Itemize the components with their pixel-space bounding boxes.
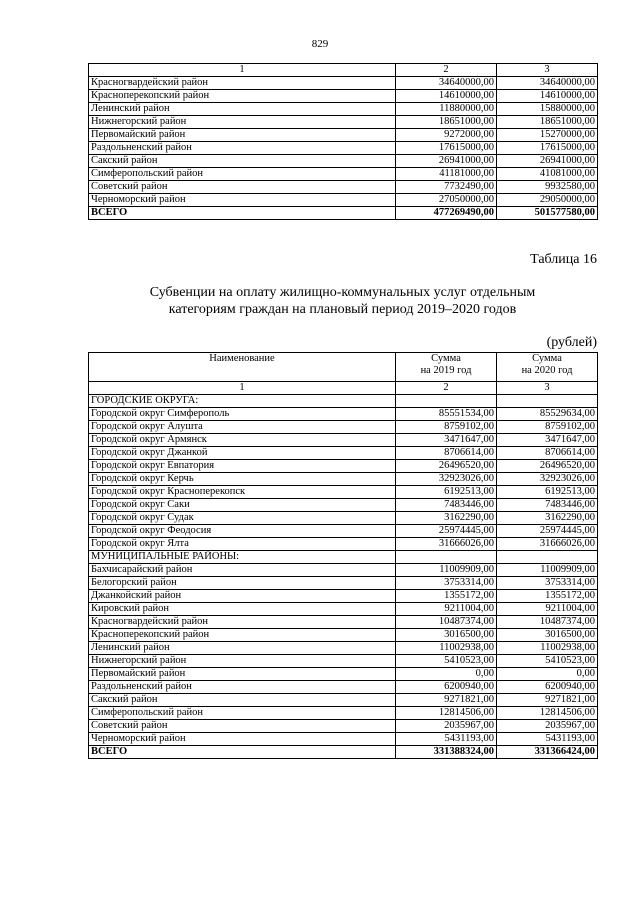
row-amount-2020: 6200940,00 bbox=[497, 681, 598, 694]
row-name: Городской округ Красноперекопск bbox=[89, 486, 396, 499]
row-amount-2019: 6192513,00 bbox=[396, 486, 497, 499]
table-row bbox=[89, 733, 598, 746]
row-amount-2019: 1355172,00 bbox=[396, 590, 497, 603]
row-amount-2020: 29050000,00 bbox=[497, 194, 598, 207]
row-amount-2019: 9211004,00 bbox=[396, 603, 497, 616]
row-name: Городской округ Армянск bbox=[89, 434, 396, 447]
row-name: Бахчисарайский район bbox=[89, 564, 396, 577]
row-name: Советский район bbox=[89, 181, 396, 194]
row-amount-2020: 1355172,00 bbox=[497, 590, 598, 603]
column-index: 3 bbox=[497, 382, 598, 395]
total-2019: 477269490,00 bbox=[396, 207, 497, 220]
row-amount-2020: 31666026,00 bbox=[497, 538, 598, 551]
empty-cell bbox=[497, 551, 598, 564]
row-amount-2020: 2035967,00 bbox=[497, 720, 598, 733]
row-amount-2019: 8706614,00 bbox=[396, 447, 497, 460]
row-name: Джанкойский район bbox=[89, 590, 396, 603]
header-2019-line2: на 2019 год bbox=[420, 365, 472, 376]
row-amount-2019: 11009909,00 bbox=[396, 564, 497, 577]
section-row-urban bbox=[89, 395, 598, 408]
table-row bbox=[89, 616, 598, 629]
row-amount-2019: 17615000,00 bbox=[396, 142, 497, 155]
table-row bbox=[89, 194, 598, 207]
urban-districts-body bbox=[89, 408, 598, 551]
row-amount-2019: 26941000,00 bbox=[396, 155, 497, 168]
row-amount-2020: 15270000,00 bbox=[497, 129, 598, 142]
total-2019: 331388324,00 bbox=[396, 746, 497, 759]
row-name: Ленинский район bbox=[89, 642, 396, 655]
row-name: Городской округ Алушта bbox=[89, 421, 396, 434]
row-name: Сакский район bbox=[89, 155, 396, 168]
row-amount-2019: 10487374,00 bbox=[396, 616, 497, 629]
row-name: Нижнегорский район bbox=[89, 655, 396, 668]
table-row bbox=[89, 168, 598, 181]
row-amount-2020: 3162290,00 bbox=[497, 512, 598, 525]
row-name: Первомайский район bbox=[89, 668, 396, 681]
table-row bbox=[89, 473, 598, 486]
row-name: Кировский район bbox=[89, 603, 396, 616]
row-amount-2020: 85529634,00 bbox=[497, 408, 598, 421]
total-label: ВСЕГО bbox=[89, 207, 396, 220]
row-amount-2019: 5431193,00 bbox=[396, 733, 497, 746]
column-index-row bbox=[89, 64, 598, 77]
row-amount-2019: 11880000,00 bbox=[396, 103, 497, 116]
row-amount-2020: 8759102,00 bbox=[497, 421, 598, 434]
page-number: 829 bbox=[311, 38, 329, 50]
table-title-line: Субвенции на оплату жилищно-коммунальных услуг отдельным bbox=[149, 285, 536, 300]
row-amount-2019: 3753314,00 bbox=[396, 577, 497, 590]
table-row bbox=[89, 460, 598, 473]
table-row bbox=[89, 129, 598, 142]
row-amount-2020: 41081000,00 bbox=[497, 168, 598, 181]
row-amount-2020: 6192513,00 bbox=[497, 486, 598, 499]
row-amount-2020: 10487374,00 bbox=[497, 616, 598, 629]
row-amount-2020: 9271821,00 bbox=[497, 694, 598, 707]
total-row bbox=[89, 746, 598, 759]
row-amount-2019: 7732490,00 bbox=[396, 181, 497, 194]
column-index-row bbox=[89, 382, 598, 395]
table-row bbox=[89, 629, 598, 642]
table-row bbox=[89, 590, 598, 603]
row-name: Городской округ Симферополь bbox=[89, 408, 396, 421]
total-label: ВСЕГО bbox=[89, 746, 396, 759]
row-amount-2019: 3162290,00 bbox=[396, 512, 497, 525]
row-amount-2020: 11009909,00 bbox=[497, 564, 598, 577]
row-amount-2019: 0,00 bbox=[396, 668, 497, 681]
total-2020: 501577580,00 bbox=[497, 207, 598, 220]
row-amount-2019: 12814506,00 bbox=[396, 707, 497, 720]
table-title bbox=[88, 284, 597, 318]
row-amount-2020: 7483446,00 bbox=[497, 499, 598, 512]
table-row bbox=[89, 90, 598, 103]
row-name: Симферопольский район bbox=[89, 707, 396, 720]
row-amount-2020: 9211004,00 bbox=[497, 603, 598, 616]
row-amount-2019: 3016500,00 bbox=[396, 629, 497, 642]
row-name: Городской округ Евпатория bbox=[89, 460, 396, 473]
table-row bbox=[89, 720, 598, 733]
table-row bbox=[89, 142, 598, 155]
row-name: Белогорский район bbox=[89, 577, 396, 590]
row-amount-2020: 8706614,00 bbox=[497, 447, 598, 460]
table-row bbox=[89, 486, 598, 499]
header-2020-line2: на 2020 год bbox=[521, 365, 573, 376]
table-row bbox=[89, 421, 598, 434]
row-amount-2020: 3016500,00 bbox=[497, 629, 598, 642]
column-index: 1 bbox=[89, 64, 396, 77]
row-amount-2020: 3753314,00 bbox=[497, 577, 598, 590]
row-name: Первомайский район bbox=[89, 129, 396, 142]
table-row bbox=[89, 155, 598, 168]
table-row bbox=[89, 655, 598, 668]
row-amount-2019: 7483446,00 bbox=[396, 499, 497, 512]
row-amount-2019: 14610000,00 bbox=[396, 90, 497, 103]
table-row bbox=[89, 103, 598, 116]
row-amount-2020: 26496520,00 bbox=[497, 460, 598, 473]
row-amount-2020: 5410523,00 bbox=[497, 655, 598, 668]
row-amount-2019: 85551534,00 bbox=[396, 408, 497, 421]
row-amount-2020: 25974445,00 bbox=[497, 525, 598, 538]
row-amount-2019: 31666026,00 bbox=[396, 538, 497, 551]
units-label: (рублей) bbox=[546, 335, 597, 350]
row-amount-2019: 41181000,00 bbox=[396, 168, 497, 181]
total-2020: 331366424,00 bbox=[497, 746, 598, 759]
row-amount-2019: 34640000,00 bbox=[396, 77, 497, 90]
table-row bbox=[89, 642, 598, 655]
header-2020 bbox=[497, 353, 598, 382]
row-name: Красноперекопский район bbox=[89, 629, 396, 642]
header-name: Наименование bbox=[89, 353, 396, 382]
table-row bbox=[89, 694, 598, 707]
continued-subsidy-table bbox=[88, 63, 598, 220]
row-name: Раздольненский район bbox=[89, 142, 396, 155]
row-amount-2020: 0,00 bbox=[497, 668, 598, 681]
housing-subsidy-table bbox=[88, 352, 598, 759]
row-name: Городской округ Феодосия bbox=[89, 525, 396, 538]
row-name: Черноморский район bbox=[89, 194, 396, 207]
table-row bbox=[89, 577, 598, 590]
table-row bbox=[89, 668, 598, 681]
header-2020-line1: Сумма bbox=[532, 353, 562, 364]
row-amount-2020: 12814506,00 bbox=[497, 707, 598, 720]
row-name: Ленинский район bbox=[89, 103, 396, 116]
row-amount-2019: 11002938,00 bbox=[396, 642, 497, 655]
row-amount-2019: 2035967,00 bbox=[396, 720, 497, 733]
section-label: МУНИЦИПАЛЬНЫЕ РАЙОНЫ: bbox=[89, 551, 396, 564]
row-name: Сакский район bbox=[89, 694, 396, 707]
row-amount-2020: 34640000,00 bbox=[497, 77, 598, 90]
header-2019 bbox=[396, 353, 497, 382]
row-amount-2020: 26941000,00 bbox=[497, 155, 598, 168]
table-row bbox=[89, 447, 598, 460]
empty-cell bbox=[396, 551, 497, 564]
table-row bbox=[89, 116, 598, 129]
row-name: Красногвардейский район bbox=[89, 77, 396, 90]
table-row bbox=[89, 181, 598, 194]
column-index: 2 bbox=[396, 64, 497, 77]
column-index: 2 bbox=[396, 382, 497, 395]
row-amount-2020: 18651000,00 bbox=[497, 116, 598, 129]
row-amount-2019: 5410523,00 bbox=[396, 655, 497, 668]
row-amount-2019: 32923026,00 bbox=[396, 473, 497, 486]
row-amount-2019: 9271821,00 bbox=[396, 694, 497, 707]
row-amount-2019: 25974445,00 bbox=[396, 525, 497, 538]
row-name: Красноперекопский район bbox=[89, 90, 396, 103]
row-amount-2020: 15880000,00 bbox=[497, 103, 598, 116]
column-index: 1 bbox=[89, 382, 396, 395]
table-row bbox=[89, 538, 598, 551]
empty-cell bbox=[497, 395, 598, 408]
row-amount-2020: 3471647,00 bbox=[497, 434, 598, 447]
row-amount-2020: 32923026,00 bbox=[497, 473, 598, 486]
table-title-line: категориям граждан на плановый период 2019–2020 годов bbox=[168, 302, 517, 317]
header-row bbox=[89, 353, 598, 382]
row-amount-2019: 8759102,00 bbox=[396, 421, 497, 434]
row-name: Городской округ Саки bbox=[89, 499, 396, 512]
row-amount-2020: 9932580,00 bbox=[497, 181, 598, 194]
table-row bbox=[89, 434, 598, 447]
row-name: Симферопольский район bbox=[89, 168, 396, 181]
row-name: Нижнегорский район bbox=[89, 116, 396, 129]
municipal-districts-body bbox=[89, 564, 598, 746]
row-amount-2019: 18651000,00 bbox=[396, 116, 497, 129]
table-row bbox=[89, 603, 598, 616]
row-amount-2020: 5431193,00 bbox=[497, 733, 598, 746]
row-name: Городской округ Судак bbox=[89, 512, 396, 525]
row-name: Городской округ Керчь bbox=[89, 473, 396, 486]
table-row bbox=[89, 564, 598, 577]
table-row bbox=[89, 681, 598, 694]
empty-cell bbox=[396, 395, 497, 408]
table-row bbox=[89, 512, 598, 525]
section-label: ГОРОДСКИЕ ОКРУГА: bbox=[89, 395, 396, 408]
row-amount-2020: 11002938,00 bbox=[497, 642, 598, 655]
table-row bbox=[89, 707, 598, 720]
table-row bbox=[89, 499, 598, 512]
row-name: Советский район bbox=[89, 720, 396, 733]
row-amount-2019: 9272000,00 bbox=[396, 129, 497, 142]
row-name: Городской округ Джанкой bbox=[89, 447, 396, 460]
row-amount-2019: 27050000,00 bbox=[396, 194, 497, 207]
header-2019-line1: Сумма bbox=[431, 353, 461, 364]
table-body bbox=[89, 77, 598, 207]
row-amount-2020: 17615000,00 bbox=[497, 142, 598, 155]
table-row bbox=[89, 77, 598, 90]
total-row bbox=[89, 207, 598, 220]
row-amount-2020: 14610000,00 bbox=[497, 90, 598, 103]
row-name: Черноморский район bbox=[89, 733, 396, 746]
row-name: Красногвардейский район bbox=[89, 616, 396, 629]
table-caption: Таблица 16 bbox=[530, 252, 597, 267]
row-name: Раздольненский район bbox=[89, 681, 396, 694]
column-index: 3 bbox=[497, 64, 598, 77]
table-row bbox=[89, 408, 598, 421]
table-row bbox=[89, 525, 598, 538]
row-name: Городской округ Ялта bbox=[89, 538, 396, 551]
row-amount-2019: 26496520,00 bbox=[396, 460, 497, 473]
row-amount-2019: 3471647,00 bbox=[396, 434, 497, 447]
row-amount-2019: 6200940,00 bbox=[396, 681, 497, 694]
section-row-municipal bbox=[89, 551, 598, 564]
